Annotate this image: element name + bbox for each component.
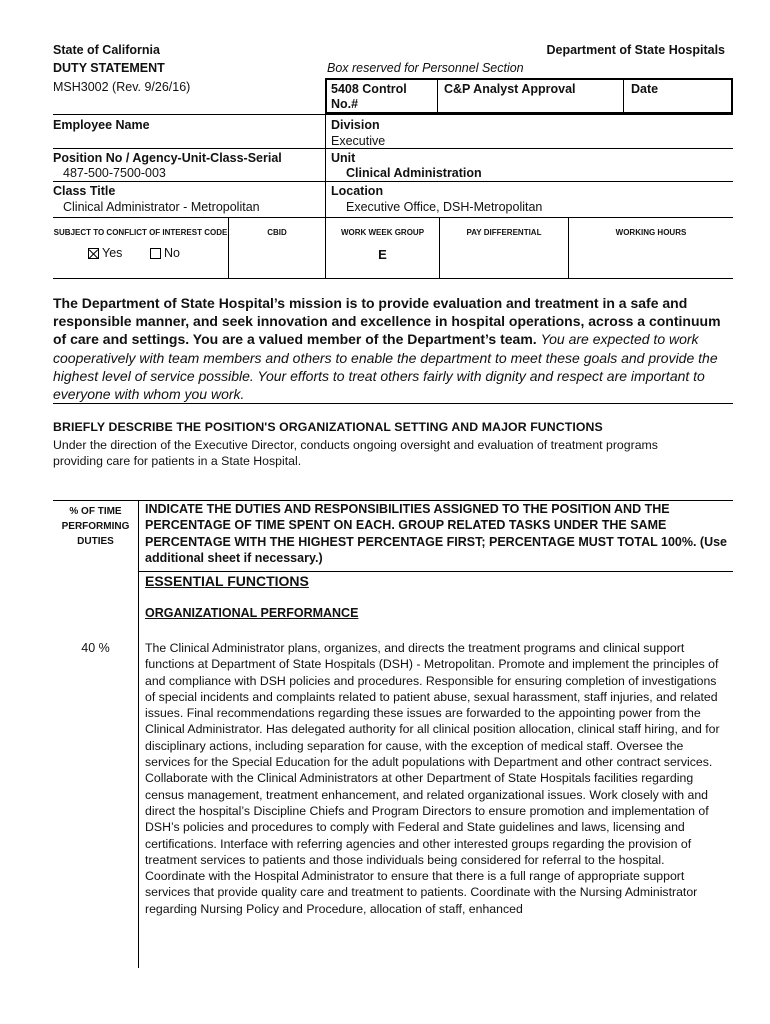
state-label: State of California — [53, 43, 160, 57]
location-label: Location — [331, 184, 384, 198]
no-label: No — [164, 246, 180, 260]
mission-statement — [53, 294, 733, 403]
position-value: 487-500-7500-003 — [63, 166, 166, 180]
duty-percent: 40 % — [81, 641, 110, 655]
conflict-no-option[interactable] — [150, 246, 180, 260]
date-label: Date — [631, 82, 659, 96]
working-hours-label: WORKING HOURS — [615, 228, 687, 237]
percent-header-line-1: % OF TIME — [69, 506, 122, 517]
analyst-approval-label: C&P Analyst Approval — [444, 82, 576, 96]
unit-value: Clinical Administration — [346, 166, 482, 180]
conflict-yes-option[interactable] — [88, 246, 122, 260]
setting-heading: BRIEFLY DESCRIBE THE POSITION'S ORGANIZATIONAL SETTING AND MAJOR FUNCTIONS — [53, 420, 603, 434]
duty-description: The Clinical Administrator plans, organizes, and directs the treatment programs and clinical support functions at Department of State Hospitals (DSH) - Metropolitan. Promote and implement the principles of and compliance with DSH policies and procedures. Responsible for ensuring completion of investigations of special incidents and complaints related to patient abuse, sexual harassment, staff injuries, and related issues. Final recommendations regarding these issues are forwarded to the appointing power from the Clinical Administrator. Has delegated authority for all clinical position allocation, clinical staff hiring, and for disciplinary actions, including separation for cause, with the exception of medical staff. Oversee the services for the Special Education for the adult populations with Department and other contract services. Collaborate with the Clinical Administrators at other Department of State Hospitals facilities regarding census management, treatment enhancement, and related organizational issues. Work closely with and direct the hospital’s Discipline Chiefs and Program Directors to ensure promotion and implementation of DSH’s policies and procedures to comply with Federal and State guidelines and laws, licensing and certifications. Interface with referring agencies and other interested groups regarding the provision of treatment services to patients and those individuals being considered for referral to the hospital. Coordinate with the Hospital Administrator to ensure that there is a full range of appropriate support services that provide quality care and treatment to patients. Coordinate with the Nursing Administrator regarding Nursing Policy and Procedure, allocation of staff, enhanced — [145, 641, 720, 916]
duties-instructions: INDICATE THE DUTIES AND RESPONSIBILITIES ASSIGNED TO THE POSITION AND THE PERCENTAGE OF TIME SPENT ON EACH. GROUP RELATED TASKS UNDER THE SAME PERCENTAGE WITH THE HIGHEST PERCENTAGE FIRST; PERCENTAGE MUST TOTAL 100%. (Use additional sheet if necessary.) — [145, 502, 728, 565]
percent-time-header — [53, 504, 138, 549]
division-label: Division — [331, 118, 380, 132]
employee-name-label: Employee Name — [53, 118, 150, 132]
essential-functions-heading: ESSENTIAL FUNCTIONS — [145, 573, 309, 589]
form-number: MSH3002 (Rev. 9/26/16) — [53, 80, 191, 94]
department-name: Department of State Hospitals — [546, 43, 725, 57]
yes-label: Yes — [102, 246, 123, 260]
location-value: Executive Office, DSH-Metropolitan — [346, 200, 543, 214]
mission-bold-text: The Department of State Hospital’s mission is to provide evaluation and treatment in a safe and responsible manner, and seek innovation and excellence in hospital operations, across a continuum of care and settings. You are a valued member of the Department’s team. — [53, 295, 721, 348]
personnel-section-note: Box reserved for Personnel Section — [327, 61, 524, 75]
class-title-value: Clinical Administrator - Metropolitan — [63, 200, 260, 214]
class-title-label: Class Title — [53, 184, 116, 198]
percent-header-line-3: DUTIES — [77, 536, 114, 547]
unit-label: Unit — [331, 151, 356, 165]
conflict-of-interest-label: SUBJECT TO CONFLICT OF INTEREST CODE — [53, 228, 228, 237]
cbid-label: CBID — [267, 228, 287, 237]
pay-differential-label: PAY DIFFERENTIAL — [466, 228, 542, 237]
mission-italic-text: You are expected to work cooperatively with team members and others to enable the department to meet these goals and provide the highest level of service possible. Your efforts to treat others fairly with dignity and respect are important to everyone with whom you work. — [53, 331, 718, 403]
control-number-label: 5408 Control No.# — [331, 82, 407, 111]
percent-header-line-2: PERFORMING — [61, 521, 130, 532]
work-week-group-label: WORK WEEK GROUP — [340, 228, 425, 237]
setting-text: Under the direction of the Executive Director, conducts ongoing oversight and evaluation of treatment programs providing care for patients in a State Hospital. — [53, 438, 658, 468]
document-title: DUTY STATEMENT — [53, 61, 165, 75]
position-label: Position No / Agency-Unit-Class-Serial — [53, 151, 282, 165]
division-value: Executive — [331, 134, 386, 148]
organizational-performance-heading: ORGANIZATIONAL PERFORMANCE — [145, 606, 359, 620]
work-week-group-value: E — [378, 247, 387, 262]
yes-checkbox[interactable] — [88, 248, 99, 259]
no-checkbox[interactable] — [150, 248, 161, 259]
